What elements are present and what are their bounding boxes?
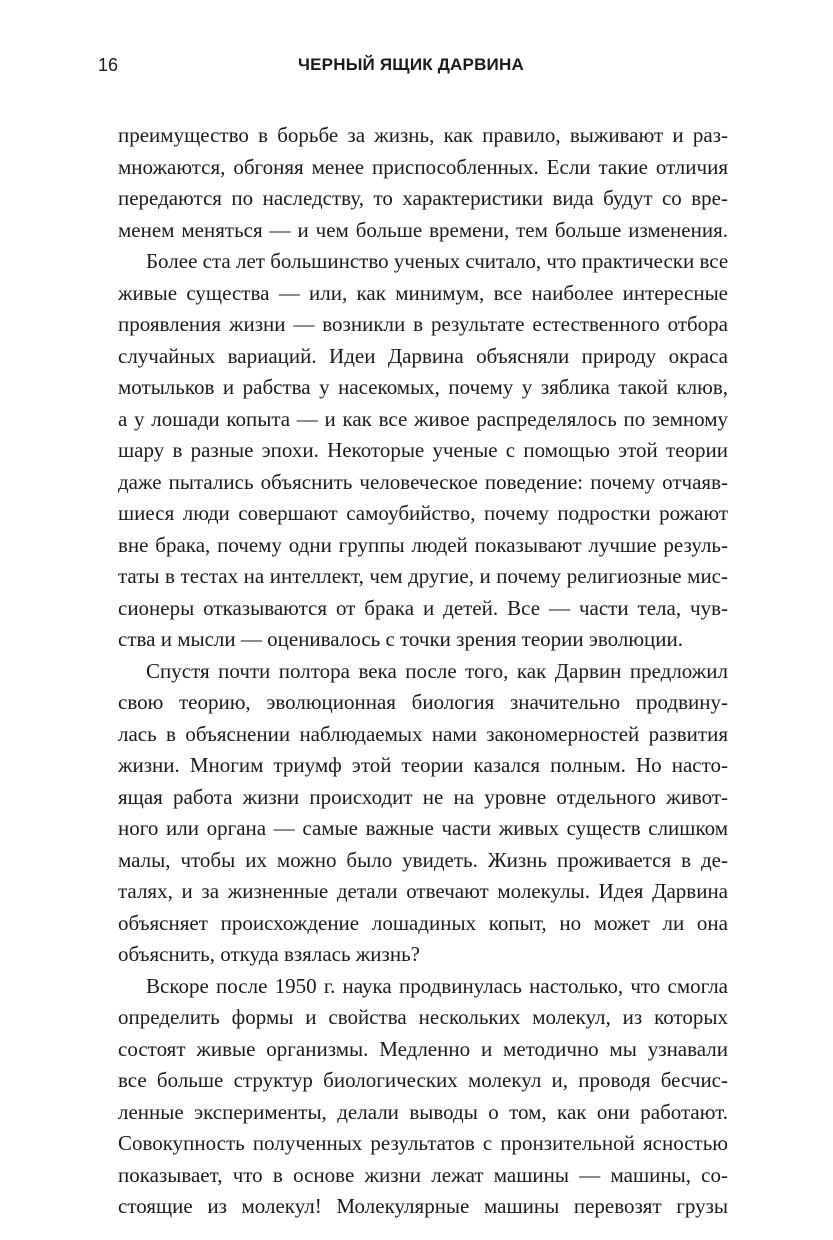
text-line: ленные эксперименты, делали выводы о том, как они работают. <box>118 1099 728 1124</box>
text-line: Спустя почти полтора века после того, как Дарвин предложил <box>146 658 728 683</box>
page-header <box>0 53 833 77</box>
text-line: свою теорию, эволюционная биология значительно продвину- <box>118 690 728 714</box>
text-line: лась в объяснении наблюдаемых нами закономерностей развития <box>118 721 728 746</box>
text-line: вне брака, почему одни группы людей показывают лучшие резуль- <box>118 532 728 557</box>
text-line: Более ста лет большинство ученых считало, что практически все <box>146 249 729 273</box>
text-line: определить формы и свойства нескольких молекул, из которых <box>118 1005 728 1029</box>
running-title: ЧЕРНЫЙ ЯЩИК ДАРВИНА <box>298 55 524 74</box>
page-number: 16 <box>98 55 119 75</box>
text-line: мотыльков и рабства у насекомых, почему у зяблика такой клюв, <box>118 375 728 399</box>
text-line: жизни. Многим триумф этой теории казался полным. Но насто- <box>118 753 728 777</box>
text-line: состоят живые организмы. Медленно и методично мы узнавали <box>118 1036 728 1061</box>
text-line: стоящие из молекул! Молекулярные машины перевозят грузы <box>118 1194 728 1218</box>
text-line: показывает, что в основе жизни лежат машины — машины, со- <box>118 1162 728 1187</box>
text-line: менем меняться — и чем больше времени, тем больше изменения. <box>118 217 728 242</box>
text-line: объяснить, откуда взялась жизнь? <box>118 942 420 966</box>
text-line: сионеры отказываются от брака и детей. Все — части тела, чув- <box>118 595 728 620</box>
text-line: даже пытались объяснить человеческое поведение: почему отчаяв- <box>118 469 728 494</box>
text-line: ства и мысли — оценивалось с точки зрения теории эволюции. <box>118 627 684 651</box>
text-line: таты в тестах на интеллект, чем другие, и почему религиозные мис- <box>118 564 728 588</box>
text-line: ного или органа — самые важные части живых существ слишком <box>118 816 728 840</box>
text-line: множаются, обгоняя менее приспособленных. Если такие отличия <box>118 154 728 179</box>
text-line: все больше структур биологических молекул и, проводя бесчис- <box>118 1068 728 1092</box>
text-line: случайных вариаций. Идеи Дарвина объясняли природу окраса <box>118 343 728 368</box>
text-line: шару в разные эпохи. Некоторые ученые с помощью этой теории <box>118 438 728 462</box>
text-line: проявления жизни — возникли в результате естественного отбора <box>118 312 728 336</box>
text-line: шиеся люди совершают самоубийство, почему подростки рожают <box>118 501 728 525</box>
text-line: а у лошади копыта — и как все живое распределялось по земному <box>118 406 728 431</box>
text-line: объясняет происхождение лошадиных копыт, но может ли она <box>118 910 728 935</box>
text-line: талях, и за жизненные детали отвечают молекулы. Идея Дарвина <box>118 879 728 903</box>
text-line: ящая работа жизни происходит не на уровне отдельного живот- <box>118 784 728 809</box>
text-line: передаются по наследству, то характеристики вида будут со вре- <box>118 186 728 210</box>
text-line: преимущество в борьбе за жизнь, как правило, выживают и раз- <box>118 123 728 147</box>
text-line: Совокупность полученных результатов с пронзительной ясностью <box>118 1131 728 1155</box>
body-text <box>118 120 728 1223</box>
text-line: малы, чтобы их можно было увидеть. Жизнь проживается в де- <box>118 847 728 872</box>
text-line: живые существа — или, как минимум, все наиболее интересные <box>118 280 728 305</box>
text-line: Вскоре после 1950 г. наука продвинулась настолько, что смогла <box>146 973 728 998</box>
